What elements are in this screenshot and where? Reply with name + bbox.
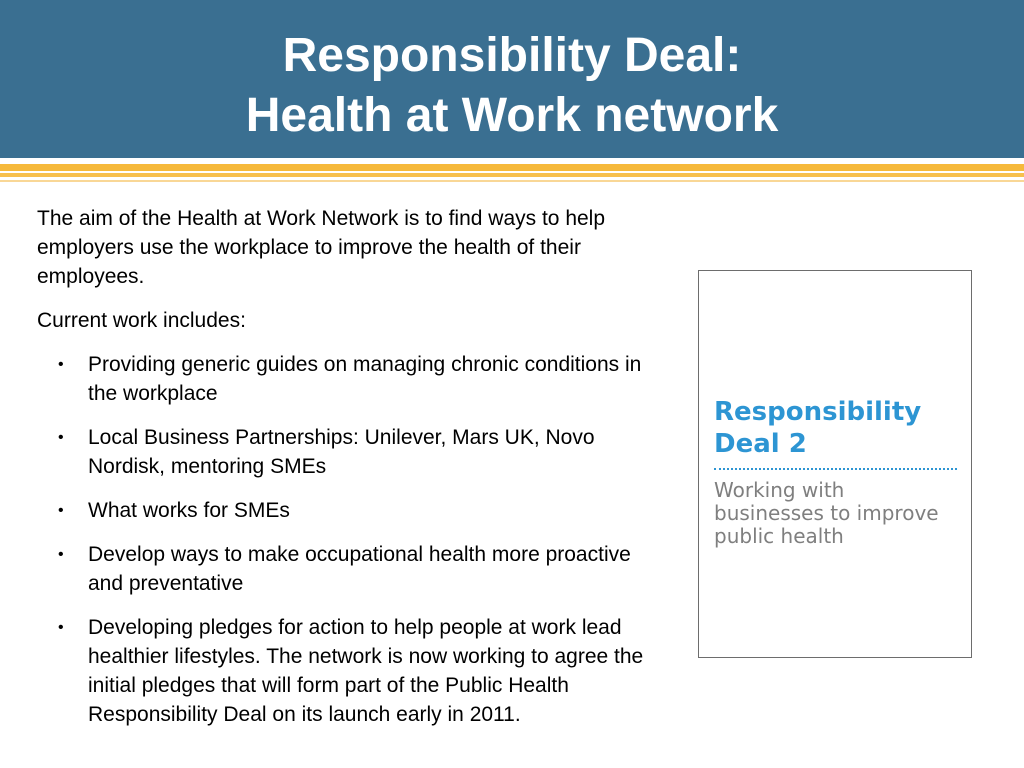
bullet-text: What works for SMEs	[88, 499, 290, 522]
slide-title-line-1: Responsibility Deal:	[282, 29, 742, 82]
title-bar	[0, 0, 1024, 158]
bullet-item	[37, 423, 657, 481]
slide-title-line-2: Health at Work network	[245, 89, 779, 142]
current-work-label: Current work includes:	[37, 309, 246, 332]
divider-gold-thick	[0, 164, 1024, 171]
bullet-item	[37, 613, 657, 729]
bullet-item	[37, 496, 657, 525]
bullet-item	[37, 540, 657, 598]
bullet-text: Developing pledges for action to help people at work lead healthier lifestyles. The network is now working to agree the initial pledges that will form part of the Public Health Responsibility Deal on its launch early in 2011.	[88, 616, 644, 726]
cover-subtitle-line-1: Working with	[714, 478, 845, 502]
work-bullet-list	[37, 350, 657, 729]
cover-subtitle-line-3: public health	[714, 524, 844, 548]
cover-title-line-2: Deal 2	[714, 429, 807, 459]
bullet-icon: •	[58, 619, 64, 636]
cover-dotted-divider	[714, 468, 957, 470]
slide-title	[0, 26, 1024, 146]
bullet-icon: •	[58, 356, 64, 373]
cover-subtitle-line-2: businesses to improve	[714, 501, 939, 525]
cover-subtitle	[714, 479, 964, 548]
bullet-icon: •	[58, 546, 64, 563]
bullet-item	[37, 350, 657, 408]
cover-title-line-1: Responsibility	[714, 397, 922, 427]
bullet-icon: •	[58, 502, 64, 519]
divider-gold-thin	[0, 173, 1024, 177]
intro-paragraph: The aim of the Health at Work Network is to find ways to help employers use the workplace to improve the health of their employees.	[37, 207, 606, 288]
document-cover-image	[698, 270, 972, 658]
body-content	[37, 204, 657, 744]
bullet-text: Providing generic guides on managing chronic conditions in the workplace	[88, 353, 642, 405]
bullet-icon: •	[58, 429, 64, 446]
divider-gold-faint	[0, 180, 1024, 182]
bullet-text: Develop ways to make occupational health more proactive and preventative	[88, 543, 631, 595]
cover-title	[714, 396, 964, 460]
bullet-text: Local Business Partnerships: Unilever, Mars UK, Novo Nordisk, mentoring SMEs	[88, 426, 595, 478]
